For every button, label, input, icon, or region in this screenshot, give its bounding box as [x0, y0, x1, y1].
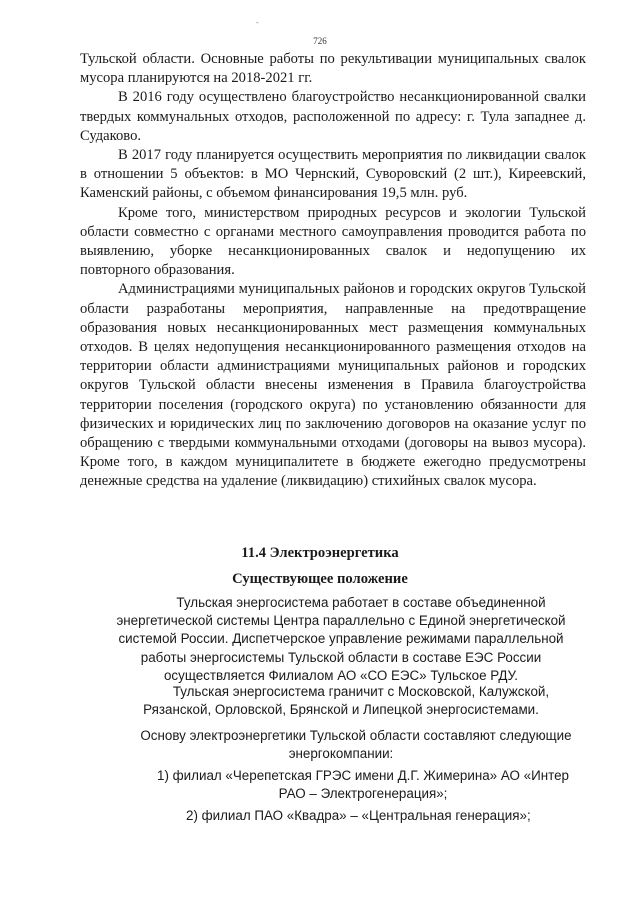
paragraph-2: В 2016 году осуществлено благоустройство несанкционированной свалки твердых коммунальных отходов, расположенной по адресу: г. Тула западнее д. Судаково.	[80, 89, 586, 144]
text-line: энергетической системы Центра параллельно с Единой энергетической	[116, 613, 566, 629]
energy-system-paragraph	[96, 594, 586, 685]
borders-paragraph	[96, 683, 586, 719]
companies-intro	[96, 727, 586, 763]
section-title: 11.4 Электроэнергетика	[241, 545, 399, 561]
paragraph-1: Тульской области. Основные работы по рекультивации муниципальных свалок мусора планируются на 2018-2021 гг.	[80, 51, 586, 87]
text-line: Тульская энергосистема работает в составе объединенной	[176, 595, 546, 610]
text-line: Тульская энергосистема граничит с Московской, Калужской,	[172, 684, 550, 699]
page-number: 726	[313, 36, 327, 46]
top-mark: -	[256, 18, 259, 27]
text-line: работы энергосистемы Тульской области в составе ЕЭС России	[140, 649, 542, 665]
text-line: Основу электроэнергетики Тульской области составляют следующие	[140, 728, 572, 743]
text-line: энергокомпании:	[288, 746, 394, 762]
paragraph-5: Администрациями муниципальных районов и городских округов Тульской области разработаны мероприятия, направленные на предотвращение образования новых несанкционированных мест размещения коммунальных отходов. В целях недопущения несанкционированного размещения отходов на территории области администрациями муниципальных районов и городских округов Тульской области внесены изменения в Правила благоустройства территории поселения (городского округа) по установлению обязанности для физических и юридических лиц по заключению договоров на оказание услуг по обращению с твердыми коммунальными отходами (договоры на вывоз мусора). Кроме того, в каждом муниципалитете в бюджете ежегодно предусмотрены денежные средства на удаление (ликвидацию) стихийных свалок мусора.	[80, 281, 586, 490]
paragraph-3: В 2017 году планируется осуществить мероприятия по ликвидации свалок в отношении 5 объектов: в МО Чернский, Суворовский (2 шт.), Киреевский, Каменский районы, с объемом финансирования 19,5 млн. руб.	[80, 147, 586, 202]
list-item: 2) филиал ПАО «Квадра» – «Центральная генерация»;	[186, 808, 531, 823]
paragraph-4: Кроме того, министерством природных ресурсов и экологии Тульской области совместно с органами местного самоуправления проводится работа по выявлению, уборке несанкционированных свалок и недопущению их повторного образования.	[80, 204, 586, 279]
text-line: Рязанской, Орловской, Брянской и Липецкой энергосистемами.	[143, 702, 539, 718]
section-subtitle: Существующее положение	[232, 571, 408, 587]
body-text	[80, 50, 586, 492]
text-line: РАО – Электрогенерация»;	[278, 786, 448, 802]
text-line: осуществляется Филиалом АО «СО ЕЭС» Тульское РДУ.	[163, 667, 518, 683]
text-line: 1) филиал «Черепетская ГРЭС имени Д.Г. Жимерина» АО «Интер	[157, 768, 569, 783]
list-item	[140, 767, 586, 803]
text-line: системой России. Диспетчерское управление режимами параллельной	[118, 631, 564, 647]
